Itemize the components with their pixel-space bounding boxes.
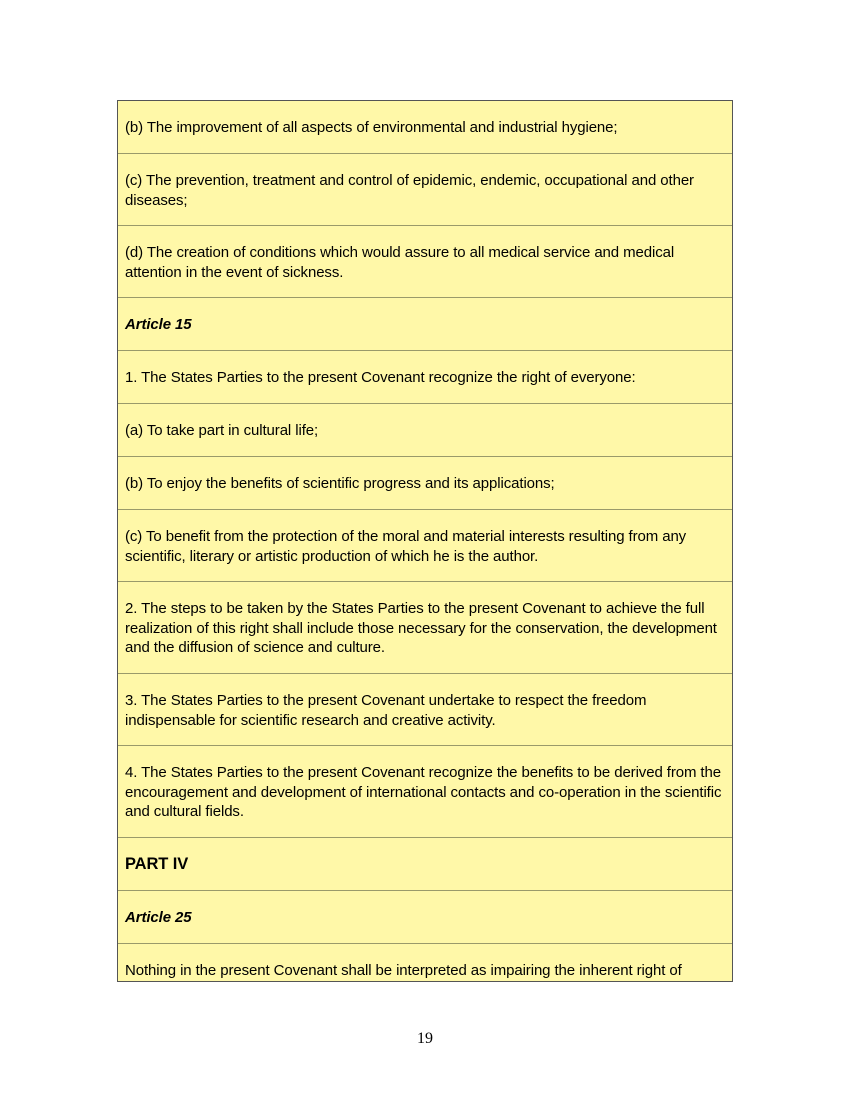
article-25-heading: Article 25 bbox=[118, 891, 732, 944]
table-row-article-15-para-1: 1. The States Parties to the present Covenant recognize the right of everyone: bbox=[118, 351, 732, 404]
table-row-b-scientific-progress: (b) To enjoy the benefits of scientific progress and its applications; bbox=[118, 457, 732, 510]
table-row-article-15-para-4: 4. The States Parties to the present Covenant recognize the benefits to be derived from the encouragement and development of international contacts and co-operation in the scientific and cultural fields. bbox=[118, 746, 732, 838]
table-row-article-25-text: Nothing in the present Covenant shall be interpreted as impairing the inherent right of bbox=[125, 962, 682, 979]
table-row-d-medical-service: (d) The creation of conditions which would assure to all medical service and medical attention in the event of sickness. bbox=[118, 226, 732, 298]
table-row-b-hygiene: (b) The improvement of all aspects of environmental and industrial hygiene; bbox=[118, 101, 732, 154]
page-number: 19 bbox=[417, 1030, 433, 1047]
table-row-c-diseases: (c) The prevention, treatment and control of epidemic, endemic, occupational and other diseases; bbox=[118, 154, 732, 226]
article-15-heading: Article 15 bbox=[118, 298, 732, 351]
table-row-c-moral-material-interests: (c) To benefit from the protection of the moral and material interests resulting from any scientific, literary or artistic production of which he is the author. bbox=[118, 510, 732, 582]
part-iv-heading: PART IV bbox=[118, 838, 732, 891]
table-row-article-15-para-3: 3. The States Parties to the present Covenant undertake to respect the freedom indispensable for scientific research and creative activity. bbox=[118, 674, 732, 746]
table-row-article-15-para-2: 2. The steps to be taken by the States Parties to the present Covenant to achieve the full realization of this right shall include those necessary for the conservation, the development and the diffusion of science and culture. bbox=[118, 582, 732, 674]
covenant-text-table bbox=[117, 100, 733, 982]
table-row-a-cultural-life: (a) To take part in cultural life; bbox=[118, 404, 732, 457]
